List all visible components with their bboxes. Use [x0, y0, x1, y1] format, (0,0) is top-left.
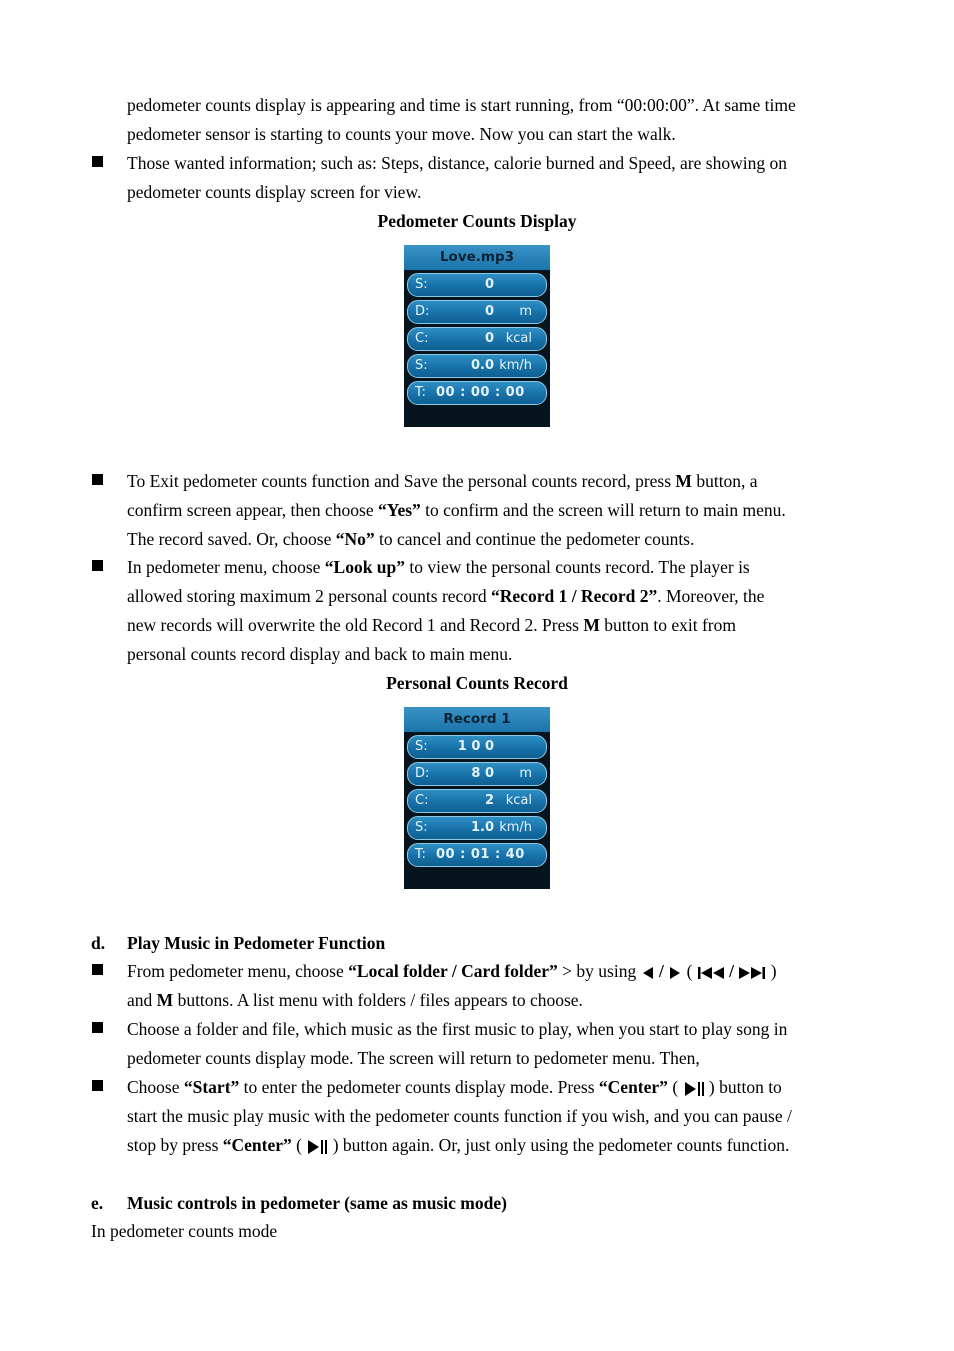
paragraph-line	[127, 555, 750, 579]
distance-row	[407, 300, 547, 324]
text: ) button again. Or, just only using the pedometer counts function.	[328, 1135, 790, 1155]
text: > by using	[557, 961, 641, 981]
text: buttons. A list menu with folders / files appears to choose.	[173, 990, 583, 1010]
text: to cancel and continue the pedometer counts.	[374, 529, 695, 549]
row-value: 0	[484, 304, 494, 319]
text: The record saved. Or, choose	[127, 529, 336, 549]
bullet-icon	[92, 560, 103, 571]
text: (	[667, 1077, 683, 1097]
text: to view the personal counts record. The player is	[405, 557, 750, 577]
row-value: 0	[484, 277, 494, 292]
text-bold: “Center”	[598, 1077, 668, 1097]
calorie-row	[407, 327, 547, 351]
paragraph-line	[127, 527, 694, 551]
text-bold: “No”	[335, 529, 375, 549]
paragraph-line: pedometer sensor is starting to counts your move. Now you can start the walk.	[127, 124, 676, 144]
bullet-icon	[92, 1080, 103, 1091]
personal-record-screen	[404, 707, 550, 889]
row-value: 2	[484, 793, 494, 808]
section-heading: Music controls in pedometer (same as music mode)	[127, 1193, 507, 1213]
row-value: 8 0	[471, 766, 494, 781]
time-row	[407, 381, 547, 405]
paragraph-line: pedometer counts display screen for view.	[127, 182, 422, 202]
paragraph-line	[127, 988, 583, 1012]
section-marker: d.	[91, 933, 106, 953]
text-bold: M	[156, 990, 174, 1010]
paragraph-line	[127, 613, 736, 637]
text-bold: M	[675, 471, 692, 491]
row-unit: m	[519, 304, 532, 319]
paragraph-line	[127, 959, 777, 983]
text: stop by press	[127, 1135, 223, 1155]
text: allowed storing maximum 2 personal counts record	[127, 586, 492, 606]
text-bold: /	[658, 961, 664, 981]
distance-row	[407, 762, 547, 786]
steps-row	[407, 735, 547, 759]
text: and	[127, 990, 157, 1010]
figure-caption: Pedometer Counts Display	[377, 211, 577, 231]
section-heading: Play Music in Pedometer Function	[127, 933, 386, 953]
time-value: 00 : 01 : 40	[436, 847, 525, 862]
row-value: 0.0	[470, 358, 494, 373]
play-pause-icon	[683, 1081, 705, 1097]
paragraph-line: personal counts record display and back to main menu.	[127, 644, 513, 664]
row-label: T:	[415, 847, 426, 862]
text: confirm screen appear, then choose	[127, 500, 378, 520]
row-label: S:	[415, 277, 428, 292]
play-pause-icon	[306, 1139, 328, 1155]
text-bold: /	[729, 961, 735, 981]
row-value: 1 0 0	[457, 739, 494, 754]
paragraph-line	[127, 1075, 782, 1099]
right-triangle-icon	[668, 966, 682, 980]
text-bold: “Start”	[183, 1077, 240, 1097]
bullet-icon	[92, 474, 103, 485]
bullet-icon	[92, 156, 103, 167]
text-bold: M	[583, 615, 600, 635]
paragraph-line	[127, 1133, 789, 1157]
text: Choose	[127, 1077, 184, 1097]
steps-row	[407, 273, 547, 297]
row-unit: kcal	[505, 793, 532, 808]
paragraph-line: pedometer counts display mode. The screen will return to pedometer menu. Then,	[127, 1048, 700, 1068]
row-label: C:	[415, 331, 429, 346]
time-row	[407, 843, 547, 867]
skip-previous-icon	[697, 966, 725, 980]
calorie-row	[407, 789, 547, 813]
paragraph-line: Those wanted information; such as: Steps, distance, calorie burned and Speed, are showing on	[127, 153, 787, 173]
row-label: T:	[415, 385, 426, 400]
speed-row	[407, 354, 547, 378]
row-label: S:	[415, 820, 428, 835]
paragraph-line: In pedometer counts mode	[91, 1221, 278, 1241]
time-value: 00 : 00 : 00	[436, 385, 525, 400]
paragraph-line	[127, 498, 786, 522]
row-value: 1.0	[470, 820, 494, 835]
figure-caption: Personal Counts Record	[386, 673, 568, 693]
paragraph-line: Choose a folder and file, which music as the first music to play, when you start to play song in	[127, 1019, 788, 1039]
row-value: 0	[484, 331, 494, 346]
text: button, a	[691, 471, 758, 491]
section-marker: e.	[91, 1193, 104, 1213]
text: new records will overwrite the old Record 1 and Record 2. Press	[127, 615, 584, 635]
text: (	[686, 961, 693, 981]
text-bold: “Local folder / Card folder”	[348, 961, 558, 981]
text: To Exit pedometer counts function and Save the personal counts record, press	[127, 471, 676, 491]
row-unit: m	[519, 766, 532, 781]
row-label: S:	[415, 739, 428, 754]
text: . Moreover, the	[657, 586, 765, 606]
row-label: D:	[415, 766, 430, 781]
paragraph-line	[127, 584, 764, 608]
row-label: D:	[415, 304, 430, 319]
row-unit: km/h	[499, 358, 532, 373]
text-bold: “Look up”	[324, 557, 406, 577]
text: (	[291, 1135, 307, 1155]
text-bold: “Yes”	[378, 500, 421, 520]
text: to enter the pedometer counts display mode. Press	[239, 1077, 599, 1097]
pedometer-display-screen	[404, 245, 550, 427]
row-label: S:	[415, 358, 428, 373]
paragraph-line: start the music play music with the pedometer counts function if you wish, and you can pause /	[127, 1106, 792, 1126]
row-unit: kcal	[505, 331, 532, 346]
row-unit: km/h	[499, 820, 532, 835]
screen-title: Record 1	[404, 707, 550, 732]
bullet-icon	[92, 964, 103, 975]
left-triangle-icon	[641, 966, 655, 980]
row-label: C:	[415, 793, 429, 808]
text: button to exit from	[599, 615, 736, 635]
text: From pedometer menu, choose	[127, 961, 349, 981]
skip-next-icon	[738, 966, 766, 980]
text-bold: “Record 1 / Record 2”	[491, 586, 658, 606]
speed-row	[407, 816, 547, 840]
paragraph-line: pedometer counts display is appearing and time is start running, from “00:00:00”. At same time	[127, 95, 796, 115]
screen-title: Love.mp3	[404, 245, 550, 270]
text: In pedometer menu, choose	[127, 557, 325, 577]
text: to confirm and the screen will return to main menu.	[420, 500, 786, 520]
text: )	[770, 961, 777, 981]
bullet-icon	[92, 1022, 103, 1033]
text-bold: “Center”	[222, 1135, 292, 1155]
paragraph-line	[127, 469, 758, 493]
text: ) button to	[704, 1077, 782, 1097]
